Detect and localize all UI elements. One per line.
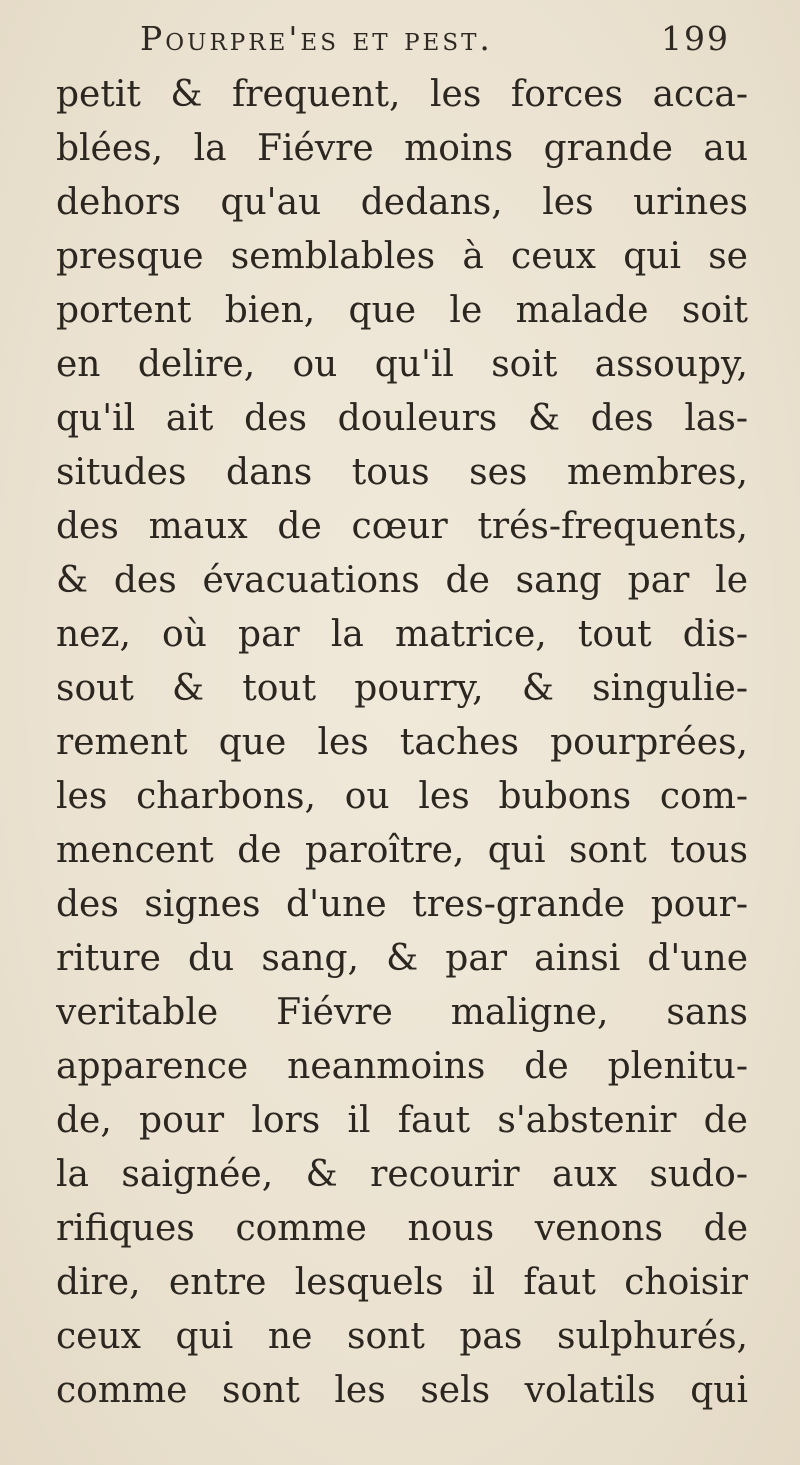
page-number: 199: [661, 18, 730, 58]
text-line: comme sont les sels volatils qui: [56, 1370, 748, 1411]
text-line: dire, entre lesquels il faut choisir: [56, 1262, 748, 1303]
text-line: blées, la Fiévre moins grande au: [56, 128, 748, 169]
page-header: [140, 10, 730, 66]
text-line: riture du sang, & par ainsi d'une: [56, 938, 748, 979]
text-line: nez, où par la matrice, tout dis-: [56, 614, 748, 655]
text-line: des maux de cœur trés-frequents,: [56, 506, 748, 547]
text-line: mencent de paroître, qui sont tous: [56, 830, 748, 871]
text-line: de, pour lors il faut s'abstenir de: [56, 1100, 748, 1141]
text-line: rement que les taches pourprées,: [56, 722, 748, 763]
text-line: & des évacuations de sang par le: [56, 560, 748, 601]
text-line: portent bien, que le malade soit: [56, 290, 748, 331]
text-line: dehors qu'au dedans, les urines: [56, 182, 748, 223]
text-line: situdes dans tous ses membres,: [56, 452, 748, 493]
text-line: apparence neanmoins de plenitu-: [56, 1046, 748, 1087]
text-line: en delire, ou qu'il soit assoupy,: [56, 344, 748, 385]
text-line: veritable Fiévre maligne, sans: [56, 992, 748, 1033]
text-line: presque semblables à ceux qui se: [56, 236, 748, 277]
text-line: qu'il ait des douleurs & des las-: [56, 398, 748, 439]
text-line: les charbons, ou les bubons com-: [56, 776, 748, 817]
running-head: Pourpre'es et pest.: [140, 18, 493, 58]
text-line: ceux qui ne sont pas sulphurés,: [56, 1316, 748, 1357]
text-line: petit & frequent, les forces acca-: [56, 74, 748, 115]
text-line: rifiques comme nous venons de: [56, 1208, 748, 1249]
text-line: des signes d'une tres-grande pour-: [56, 884, 748, 925]
text-line: sout & tout pourry, & singulie-: [56, 668, 748, 709]
text-line: la saignée, & recourir aux sudo-: [56, 1154, 748, 1195]
